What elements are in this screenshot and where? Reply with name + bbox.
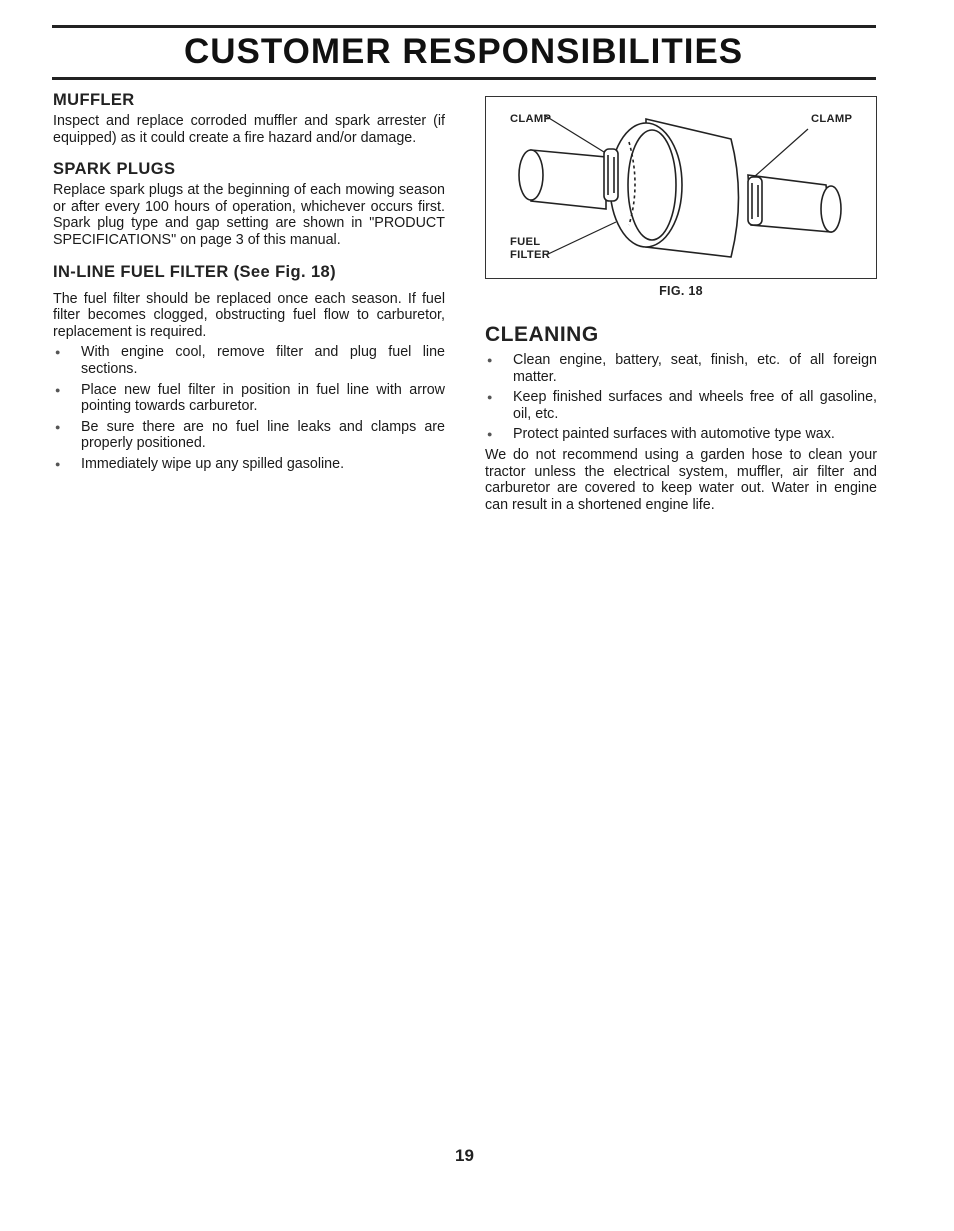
list-item [53,382,445,415]
list-item [485,389,877,422]
clamp-right-label: CLAMP [811,113,853,125]
left-column [53,90,445,477]
muffler-heading: MUFFLER [53,91,135,109]
list-item [53,344,445,377]
list-item-text: Immediately wipe up any spilled gasoline. [81,455,345,472]
list-item-text: Be sure there are no fuel line leaks and clamps are properly positioned. [81,418,445,452]
cleaning-bullet-list [485,352,877,443]
spark-plugs-text: Replace spark plugs at the beginning of each mowing season or after every 100 hours of operation, whichever occurs first. Spark plug type and gap setting are shown in "PRODUCT SPECIFICATIONS" on page 3 of this manual. [53,182,445,248]
muffler-section [53,90,445,146]
figure-18 [485,96,877,279]
cleaning-text: We do not recommend using a garden hose to clean your tractor unless the electrical system, muffler, air filter and carburetor are covered to keep water out. Water in engine can result in a shortened engine life. [485,446,877,513]
right-clamp [748,177,762,225]
list-item-text: Place new fuel filter in position in fuel line with arrow pointing towards carburetor. [81,381,445,415]
left-clamp [604,149,618,201]
bullet-icon: ● [487,392,493,403]
bullet-icon: ● [55,347,61,358]
bullet-icon: ● [55,384,61,395]
list-item-text: Clean engine, battery, seat, finish, etc. of all foreign matter. [513,352,877,385]
clamp-left-label: CLAMP [510,113,552,125]
fuel-filter-bullet-list [53,344,445,472]
filter-front-face [610,123,682,247]
bullet-icon: ● [487,355,493,365]
list-item [53,456,445,473]
spark-plugs-section [53,159,445,248]
header-bottom-rule [52,77,876,80]
page-number: 19 [455,1146,474,1165]
page-title: CUSTOMER RESPONSIBILITIES [184,32,744,71]
bullet-icon: ● [487,429,493,440]
clamp-right-leader [754,129,808,177]
bullet-icon: ● [55,458,61,469]
figure-caption: FIG. 18 [659,284,703,298]
list-item [53,419,445,452]
list-item-text: With engine cool, remove filter and plug fuel line sections. [81,344,445,377]
right-fuel-line-end [821,186,841,232]
filter-label: FILTER [510,249,551,261]
list-item [485,426,877,443]
muffler-text: Inspect and replace corroded muffler and spark arrester (if equipped) as it could create a fire hazard and/or damage. [53,113,445,146]
list-item-text: Protect painted surfaces with automotive type wax. [513,426,835,443]
header-top-rule [52,25,876,28]
fuel-filter-heading: IN-LINE FUEL FILTER (See Fig. 18) [53,262,337,281]
clamp-left-leader [544,115,604,152]
fuel-filter-section [53,262,445,473]
list-item-text: Keep finished surfaces and wheels free of all gasoline, oil, etc. [513,389,877,422]
cleaning-heading: CLEANING [485,323,599,346]
cleaning-section [485,322,877,513]
list-item [485,352,877,385]
fuel-filter-text: The fuel filter should be replaced once each season. If fuel filter becomes clogged, obstructing fuel flow to carburetor, replacement is required. [53,290,445,340]
right-column [485,96,877,513]
left-fuel-line-end [519,150,543,200]
spark-plugs-heading: SPARK PLUGS [53,160,176,179]
bullet-icon: ● [55,421,61,432]
fuel-label: FUEL [510,236,541,248]
fuel-filter-leader [546,222,616,255]
